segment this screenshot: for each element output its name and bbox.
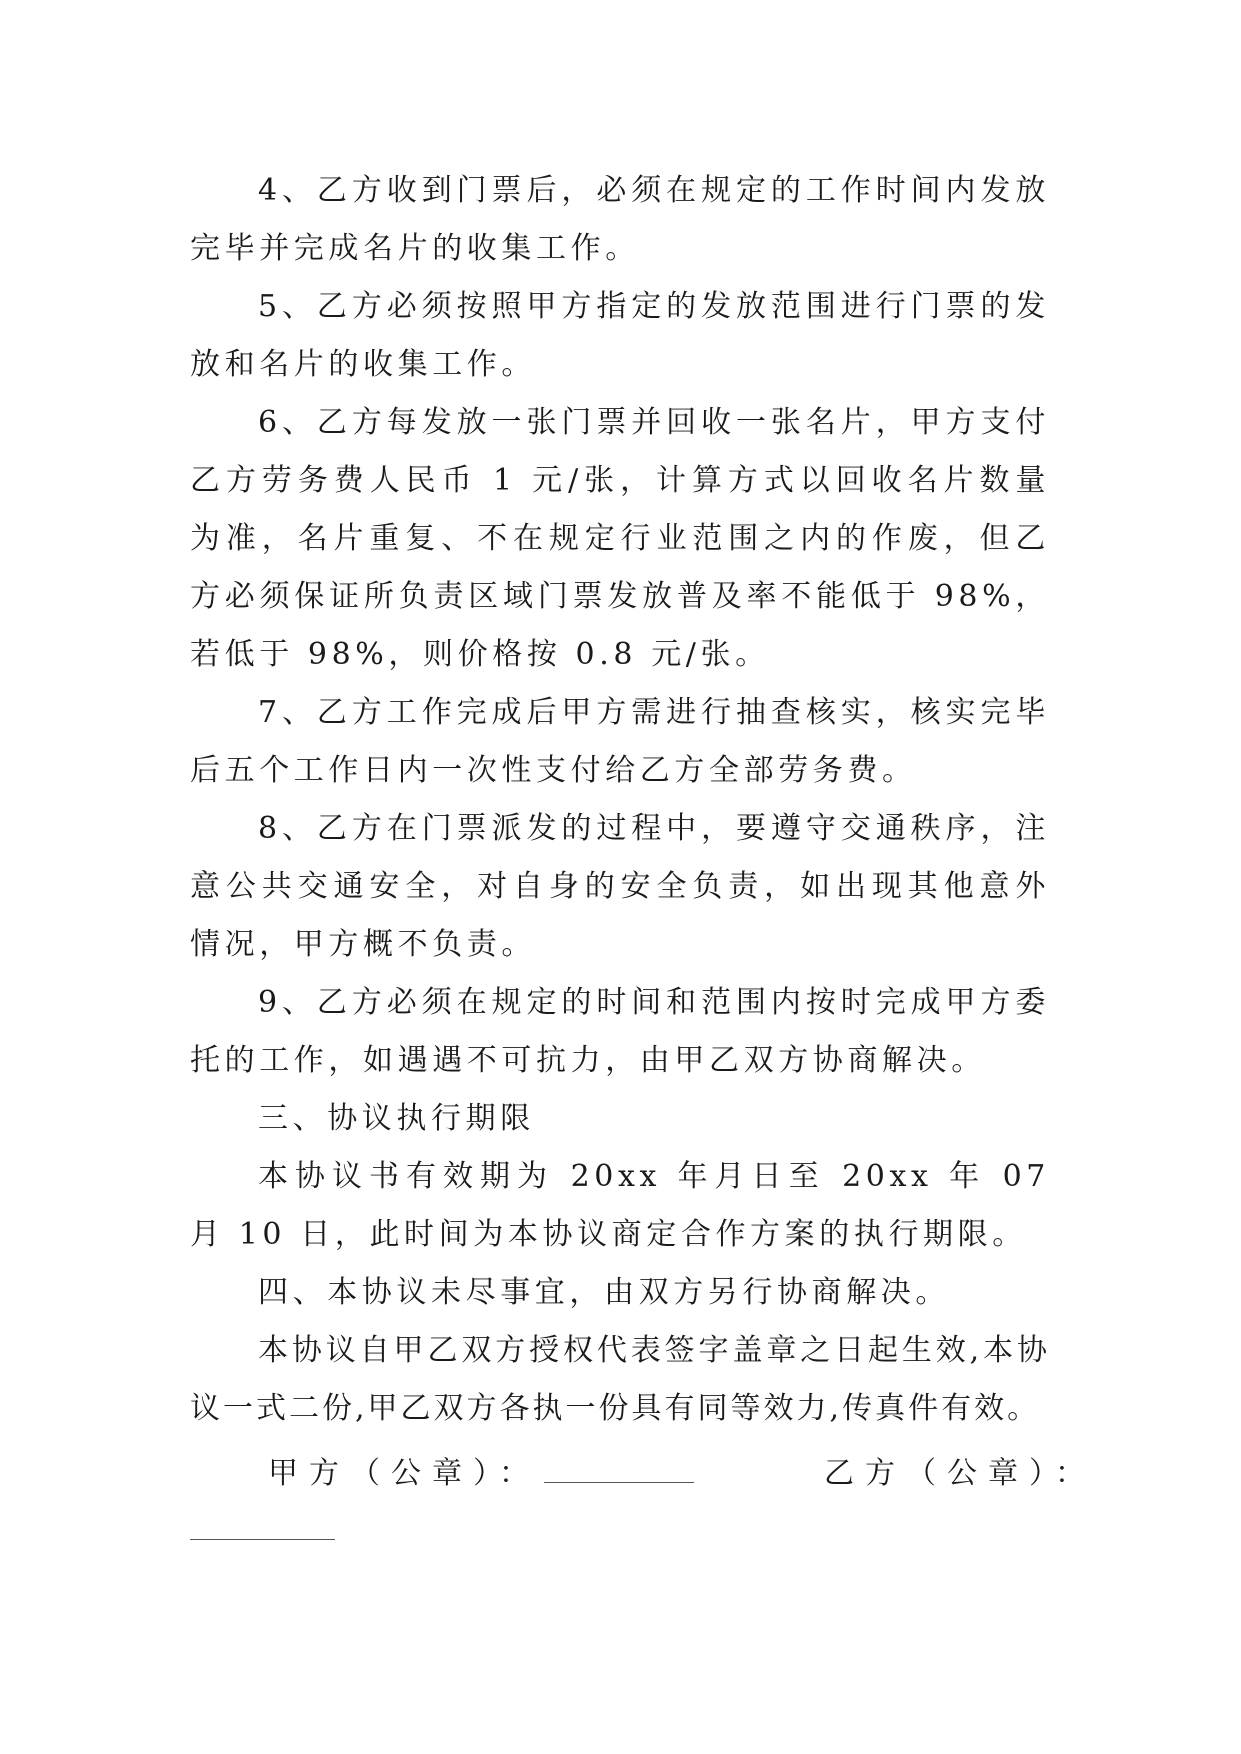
signature-row: [268, 1448, 1096, 1498]
party-a-signature: [268, 1448, 694, 1492]
party-b-label: 乙方（公章）：: [824, 1456, 1096, 1491]
clause-7: 7、乙方工作完成后甲方需进行抽查核实，核实完毕后五个工作日内一次性支付给乙方全部劳务费。: [190, 695, 1050, 788]
document-body: [190, 162, 1050, 1438]
party-b-signature: [824, 1448, 1096, 1492]
party-a-label: 甲方（公章）：: [268, 1456, 540, 1491]
effective-paragraph: 本协议自甲乙双方授权代表签字盖章之日起生效,本协议一式二份,甲乙双方各执一份具有同等效力,传真件有效。: [190, 1333, 1050, 1426]
clause-8: 8、乙方在门票派发的过程中，要遵守交通秩序，注意公共交通安全，对自身的安全负责，如出现其他意外情况，甲方概不负责。: [190, 811, 1050, 962]
clause-9: 9、乙方必须在规定的时间和范围内按时完成甲方委托的工作，如遇遇不可抗力，由甲乙双方协商解决。: [190, 985, 1050, 1078]
party-b-blank-line: [190, 1539, 335, 1540]
section-four-paragraph: 四、本协议未尽事宜，由双方另行协商解决。: [258, 1275, 950, 1310]
clause-5: 5、乙方必须按照甲方指定的发放范围进行门票的发放和名片的收集工作。: [190, 289, 1050, 382]
section-heading-term: 三、协议执行期限: [258, 1101, 535, 1136]
party-a-blank-line: [544, 1456, 694, 1483]
clause-4: 4、乙方收到门票后，必须在规定的工作时间内发放完毕并完成名片的收集工作。: [190, 173, 1050, 266]
clause-6: 6、乙方每发放一张门票并回收一张名片，甲方支付乙方劳务费人民币 1 元/张，计算方式以回收名片数量为准，名片重复、不在规定行业范围之内的作废，但乙方必须保证所负责区域门票发放普及率不能低于 98%，若低于 98%，则价格按 0.8 元/张。: [190, 405, 1050, 672]
term-paragraph: 本协议书有效期为 20xx 年月日至 20xx 年 07 月 10 日，此时间为本协议商定合作方案的执行期限。: [190, 1159, 1050, 1252]
